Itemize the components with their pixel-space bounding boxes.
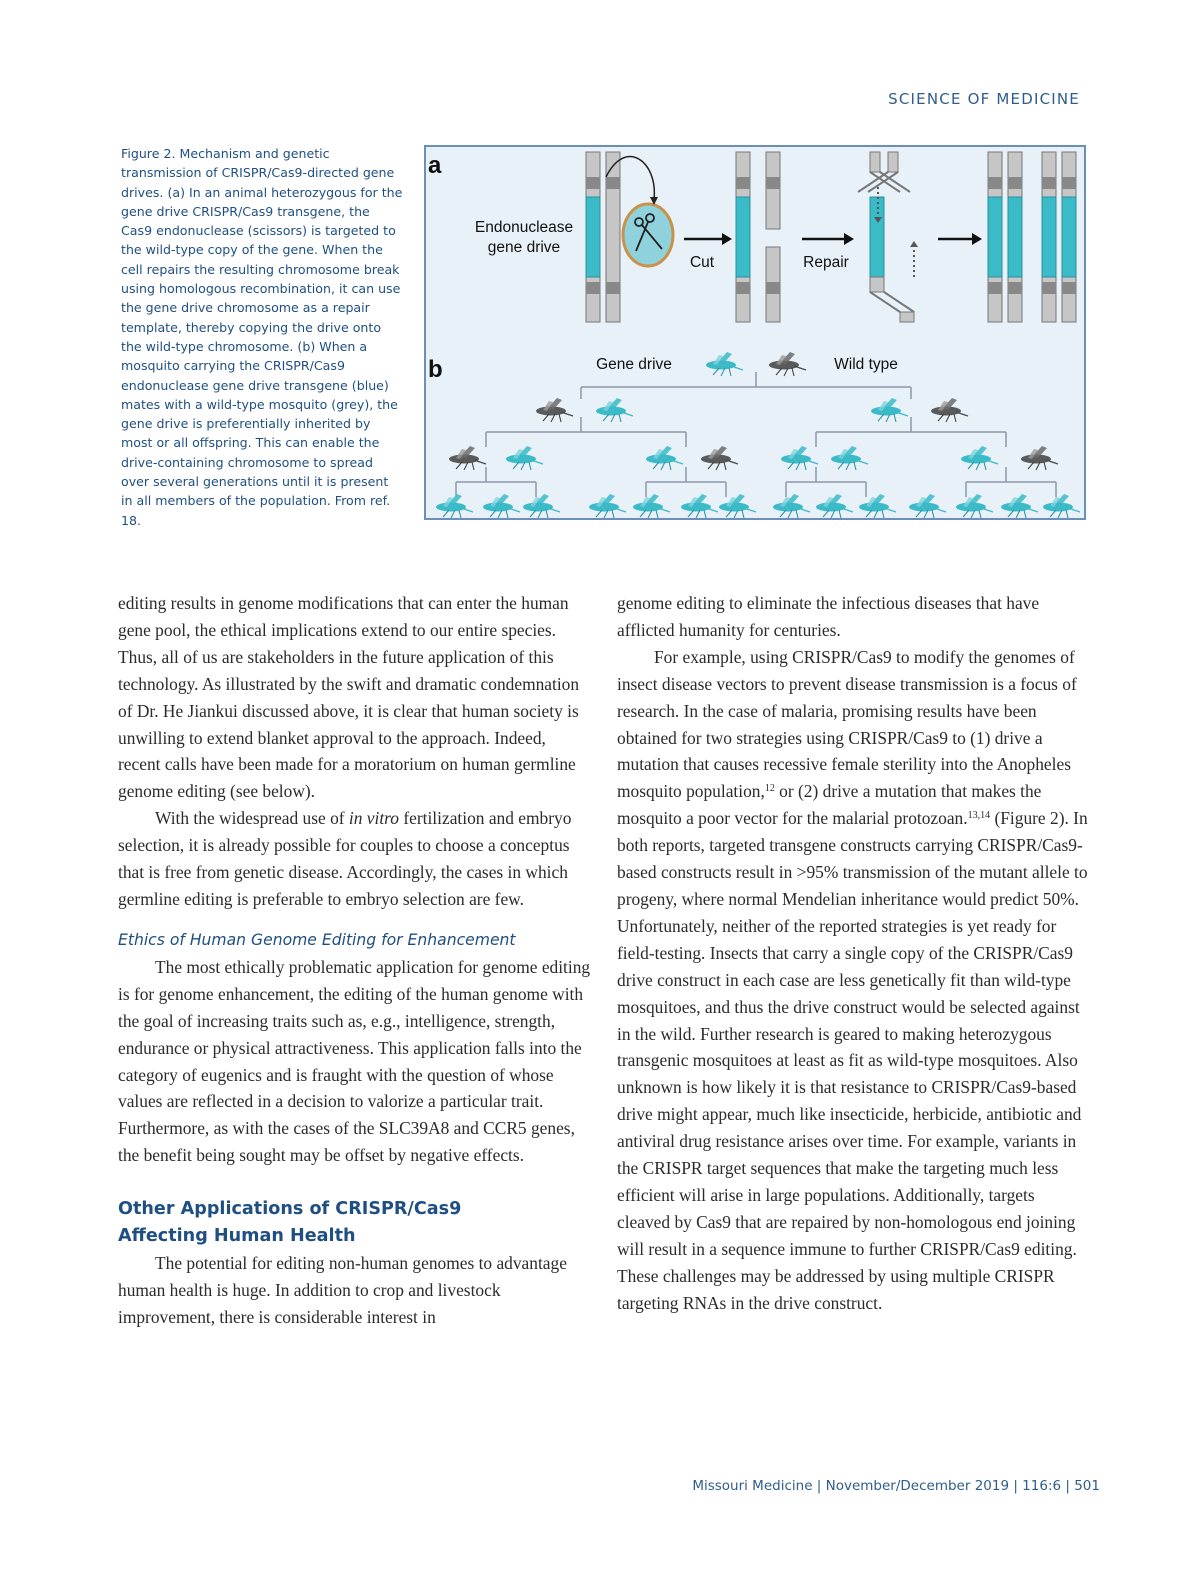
wild-type-label: Wild type (834, 356, 898, 373)
chromosome-pair-repair (858, 152, 918, 322)
paragraph: The most ethically problematic application for genome editing is for genome enhancement, the editing of the human genome with the goal of increasing traits such as, e.g., intelligence, strength, endurance or physical attractiveness. This application falls into the category of eugenics and is fraught with the question of whose values are reflected in a decision to valorize a particular trait. Furthermore, as with the cases of the SLC39A8 and CCR5 genes, the benefit being sought may be offset by negative effects. (118, 956, 591, 1166)
gene-drive-diagram (426, 147, 1084, 518)
paragraph: The potential for editing non-human genomes to advantage human health is huge. In addition to crop and livestock improvement, there is considerable interest in (118, 1253, 567, 1327)
chromosome-pair-cut (736, 152, 780, 322)
section-label: SCIENCE OF MEDICINE (888, 90, 1080, 108)
page-footer: Missouri Medicine | November/December 2019 | 116:6 | 501 (692, 1478, 1100, 1494)
mosquito-icons (436, 352, 1080, 518)
section-heading-other-applications: Other Applications of CRISPR/Cas9 Affecting Human Health (118, 1199, 462, 1247)
left-column (118, 590, 592, 1331)
subheading-enhancement: Ethics of Human Genome Editing for Enhancement (118, 930, 516, 949)
cut-label: Cut (689, 254, 715, 271)
chromosome-pair-result (988, 152, 1076, 322)
chromosome-pair-initial (586, 152, 620, 322)
repair-label: Repair (803, 254, 849, 271)
endonuclease-label: Endonuclease (474, 219, 574, 236)
gene-drive-label-a: gene drive (487, 239, 561, 256)
gene-drive-label-b: Gene drive (596, 356, 672, 373)
figure-caption: Figure 2. Mechanism and genetic transmission of CRISPR/Cas9-directed gene drives. (a) In an animal heterozygous for the gene drive CRISPR/Cas9 transgene, the Cas9 endonuclease (scissors) is targeted to the wild-type copy of the gene. When the cell repairs the resulting chromosome break using homologous recombination, it can use the gene drive chromosome as a repair template, thereby copying the drive onto the wild-type chromosome. (b) When a mosquito carrying the CRISPR/Cas9 endonuclease gene drive transgene (blue) mates with a wild-type mosquito (grey), the gene drive is preferentially inherited by most or all offspring. This can enable the drive-containing chromosome to spread over several generations until it is present in all members of the population. From ref. 18. (121, 146, 403, 528)
figure-2 (424, 145, 1086, 520)
paragraph: editing results in genome modifications that can enter the human gene pool, the ethical implications extend to our entire species. Thus, all of us are stakeholders in the future application of this technology. As illustrated by the swift and dramatic condemnation of Dr. He Jiankui discussed above, it is clear that human society is unwilling to extend blanket approval to the approach. Indeed, recent calls have been made for a moratorium on human germline genome editing (see below). (118, 593, 580, 802)
paragraph: For example, using CRISPR/Cas9 to modify the genomes of insect disease vectors to prevent disease transmission is a focus of research. In the case of malaria, promising results have been obtained for two strategies using CRISPR/Cas9 to (1) drive a mutation that causes recessive female sterility into the Anopheles mosquito population,$^{12}$ or (2) drive a mutation that makes the mosquito a poor vector for the malarial protozoan.$^{13,14}$ (Figure 2). In both reports, targeted transgene constructs carrying CRISPR/Cas9-based constructs result in >95% transmission of the mutant allele to progeny, where normal Mendelian inheritance would predict 50%. Unfortunately, neither of the reported strategies is yet ready for field-testing. Insects that carry a single copy of the CRISPR/Cas9 drive construct in each case are less genetically fit than wild-type mosquitoes, and thus the drive construct would be selected against in the wild. Further research is geared to making heterozygous transgenic mosquitoes at least as fit as wild-type mosquitoes. Also unknown is how likely it is that resistance to CRISPR/Cas9-based drive might appear, much like insecticide, herbicide, antibiotic and antiviral drug resistance arises over time. For example, variants in the CRISPR target sequences that make the targeting much less efficient will arise in large populations. Additionally, targets cleaved by Cas9 that are repaired by non-homologous end joining will result in a sequence immune to further CRISPR/Cas9 editing. These challenges may be addressed by using multiple CRISPR targeting RNAs in the drive construct. (617, 646, 1088, 1313)
panel-a-label: a (428, 152, 442, 179)
paragraph: genome editing to eliminate the infectious diseases that have afflicted humanity for centuries. (617, 593, 1040, 640)
panel-b-label: b (428, 356, 443, 383)
paragraph: With the widespread use of in vitro fertilization and embryo selection, it is already possible for couples to choose a conceptus that is free from genetic disease. Accordingly, the cases in which germline editing is preferable to embryo selection are few. (118, 808, 572, 909)
pedigree-lines (456, 372, 1056, 497)
citation: 13,14 (967, 810, 991, 822)
citation: 12 (764, 783, 775, 795)
right-column (617, 590, 1091, 1316)
cas9-endonuclease (623, 204, 673, 266)
